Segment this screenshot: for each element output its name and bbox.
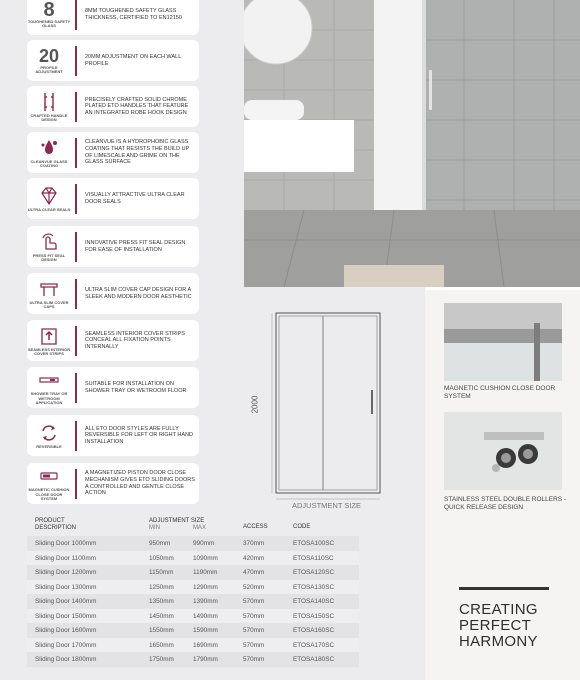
reversible-icon [27, 415, 71, 456]
accent-bar [75, 373, 77, 403]
accent-bar [75, 279, 77, 309]
cover-cap-icon [27, 273, 71, 314]
cell-product: Sliding Door 1700mm [35, 641, 97, 649]
cell-max: 1390mm [193, 598, 218, 605]
cell-product: Sliding Door 1300mm [35, 583, 97, 591]
table-row [27, 565, 359, 580]
door-diagram [250, 305, 390, 515]
feature-text: 20MM ADJUSTMENT ON EACH WALL PROFILE [85, 53, 182, 67]
accent-bar [75, 469, 77, 499]
col-product: PRODUCT DESCRIPTION [35, 518, 77, 531]
accent-bar [75, 0, 77, 30]
table-row [27, 638, 359, 653]
cell-min: 1350mm [149, 598, 174, 605]
accent-bar [75, 326, 77, 356]
feature-text: A MAGNETIZED PISTON DOOR CLOSE MECHANISM GIVES ETO SLIDING DOORS A CONTROLLED AND GENTLE CLOSE ACTION [85, 470, 195, 497]
badge-number: 20 [38, 45, 60, 66]
accent-bar [75, 421, 77, 451]
table-row [27, 609, 359, 624]
heading-line: HARMONY [459, 633, 538, 650]
cell-access: 570mm [243, 612, 265, 620]
feature-caption: PRESS FIT SEAL DESIGN [32, 252, 66, 262]
cell-product: Sliding Door 1100mm [35, 554, 96, 562]
col-min: MIN [149, 525, 160, 531]
feature-card [27, 367, 199, 408]
feature-caption: PROFILE ADJUSTMENT [35, 64, 63, 74]
cell-max: 1190mm [193, 569, 218, 576]
section-heading [459, 587, 559, 650]
feature-caption: CRAFTED HANDLE DESIGN [30, 112, 68, 122]
cell-max: 1590mm [193, 627, 218, 634]
cover-strip-icon [27, 320, 71, 361]
cell-access: 370mm [243, 540, 265, 547]
cell-min: 1250mm [149, 583, 174, 591]
cell-access: 570mm [243, 598, 265, 605]
double-rollers-photo [444, 412, 562, 490]
cell-code: ETOSA140SC [293, 598, 335, 605]
feature-caption: MAGNETIC CUSHION CLOSE DOOR SYSTEM [28, 487, 70, 502]
feature-text: ALL ETO DOOR STYLES ARE FULLY REVERSIBLE FOR LEFT OR RIGHT HAND INSTALLATION [85, 425, 193, 445]
feature-text: 8MM TOUGHENED SAFETY GLASS THICKNESS, CERTIFIED TO EN12150 [85, 7, 182, 21]
col-access: ACCESS [243, 524, 268, 530]
cell-max: 1690mm [193, 641, 218, 649]
feature-card [27, 40, 199, 81]
product-table [27, 516, 359, 667]
cell-product: Sliding Door 1600mm [35, 627, 97, 634]
feature-card [27, 320, 199, 361]
cell-min: 1050mm [149, 554, 174, 562]
cell-min: 1750mm [149, 656, 174, 663]
cell-min: 1450mm [149, 612, 174, 620]
col-adjustment: ADJUSTMENT SIZE [149, 518, 205, 524]
heading-rule [459, 587, 549, 590]
feature-card [27, 463, 199, 504]
cell-min: 1650mm [149, 641, 174, 649]
heading-line: PERFECT [459, 617, 532, 634]
feature-card [27, 0, 199, 35]
thumb-caption: STAINLESS STEEL DOUBLE ROLLERS - QUICK RELEASE DESIGN [444, 496, 567, 511]
cell-code: ETOSA100SC [293, 540, 335, 547]
table-body [27, 536, 359, 667]
cell-code: ETOSA150SC [293, 612, 335, 620]
table-row [27, 551, 359, 566]
cell-code: ETOSA120SC [293, 569, 335, 576]
table-row [27, 580, 359, 595]
cell-min: 950mm [149, 540, 171, 547]
width-dimension-label: ADJUSTMENT SIZE [292, 501, 362, 510]
feature-caption: TOUGHENED SAFETY GLASS [27, 18, 71, 28]
feature-text: PRECISELY CRAFTED SOLID CHROME PLATED ETO HANDLES THAT FEATURE AN INTEGRATED ROBE HOOK DESIGN [85, 96, 189, 116]
col-max: MAX [193, 525, 207, 531]
bathroom-photo [244, 0, 580, 287]
cell-access: 570mm [243, 641, 265, 649]
accent-bar [75, 46, 77, 76]
feature-card [27, 415, 199, 456]
cell-max: 990mm [193, 540, 215, 547]
feature-text: SEAMLESS INTERIOR COVER STRIPS CONCEAL ALL FIXATION POINTS INTERNALLY [85, 330, 185, 350]
cell-min: 1150mm [149, 569, 174, 576]
heading-line: CREATING [459, 601, 538, 618]
cell-max: 1490mm [193, 612, 218, 620]
diamond-seal-icon [27, 178, 71, 219]
feature-caption: CLEANVUE GLASS COATING [30, 158, 68, 168]
accent-bar [75, 138, 77, 168]
eight-mm-glass-icon [27, 0, 71, 35]
cell-access: 470mm [243, 569, 265, 576]
feature-card [27, 86, 199, 127]
table-row [27, 594, 359, 609]
table-header [27, 516, 359, 536]
cell-access: 520mm [243, 583, 265, 591]
cell-product: Sliding Door 1500mm [35, 612, 97, 620]
handle-icon [27, 86, 71, 127]
cell-code: ETOSA110SC [293, 554, 334, 562]
cell-code: ETOSA130SC [293, 583, 335, 591]
feature-caption: SEAMLESS INTERIOR COVER STRIPS [27, 346, 71, 356]
table-row [27, 536, 359, 551]
cell-product: Sliding Door 1000mm [35, 540, 97, 547]
thumb-caption: MAGNETIC CUSHION CLOSE DOOR SYSTEM [444, 385, 556, 400]
cell-access: 420mm [243, 554, 265, 562]
glass-coating-icon [27, 132, 71, 173]
cell-max: 1090mm [193, 554, 218, 562]
feature-text: VISUALLY ATTRACTIVE ULTRA CLEAR DOOR SEALS [85, 191, 185, 205]
cell-code: ETOSA180SC [293, 656, 335, 663]
magnetic-cushion-photo [444, 303, 562, 381]
press-fit-icon [27, 226, 71, 267]
feature-text: ULTRA SLIM COVER CAP DESIGN FOR A SLEEK AND MODERN DOOR AESTHETIC [85, 286, 192, 300]
feature-caption: ULTRA CLEAR SEALS [27, 206, 71, 212]
height-dimension-label: 2000 [250, 395, 260, 414]
table-row [27, 623, 359, 638]
cell-code: ETOSA160SC [293, 627, 335, 634]
feature-card [27, 226, 199, 267]
feature-text: CLEANVUE IS A HYDROPHOBIC GLASS COATING THAT RESISTS THE BUILD UP OF LIMESCALE AND GRIME ON THE GLASS SURFACE [85, 139, 190, 166]
badge-number: 8 [43, 0, 55, 21]
twenty-mm-adjustment-icon [27, 40, 71, 81]
feature-card [27, 132, 199, 173]
accent-bar [75, 184, 77, 214]
magnetic-cushion-icon [27, 463, 71, 504]
feature-text: INNOVATIVE PRESS FIT SEAL DESIGN FOR EASE OF INSTALLATION [85, 239, 186, 253]
cell-min: 1550mm [149, 627, 174, 634]
cell-product: Sliding Door 1200mm [35, 569, 97, 576]
feature-caption: SHOWER TRAY OR WETROOM APPLICATION [30, 391, 68, 406]
feature-card [27, 178, 199, 219]
cell-product: Sliding Door 1800mm [35, 656, 97, 663]
feature-text: SUITABLE FOR INSTALLATION ON SHOWER TRAY OR WETROOM FLOOR [85, 380, 187, 394]
col-code: CODE [293, 524, 311, 530]
feature-card [27, 273, 199, 314]
accent-bar [75, 232, 77, 262]
cell-code: ETOSA170SC [293, 641, 335, 649]
shower-tray-icon [27, 367, 71, 408]
table-row [27, 652, 359, 667]
cell-max: 1290mm [193, 583, 218, 591]
feature-caption: REVERSIBLE [36, 443, 62, 449]
feature-caption: ULTRA SLIM COVER CAPS [29, 299, 69, 309]
accent-bar [75, 92, 77, 122]
cell-max: 1790mm [193, 656, 218, 663]
cell-access: 570mm [243, 656, 265, 663]
cell-access: 570mm [243, 627, 265, 634]
cell-product: Sliding Door 1400mm [35, 598, 97, 605]
